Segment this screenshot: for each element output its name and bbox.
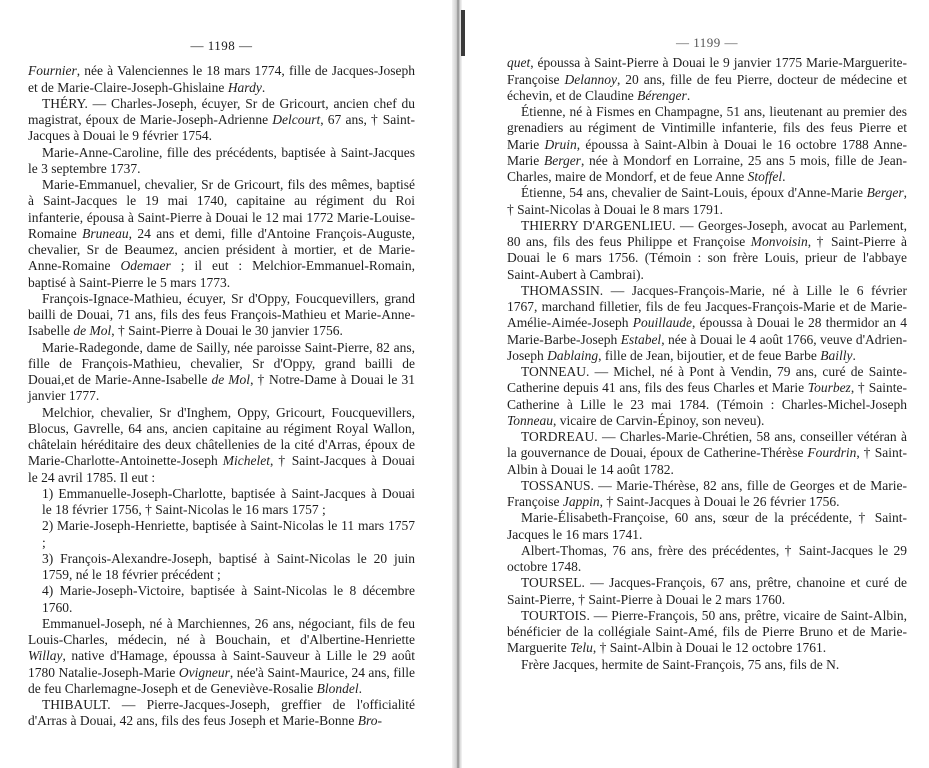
text-run: , † Saint-Jacques à Douai le 24 avril 1785. Il eut : [28,453,415,485]
text-run: , fille de Jean, bijoutier, et de feue Barbe [598,347,821,363]
italic-name: Bailly [820,347,853,363]
left-page-text [28,63,415,729]
text-run: Melchior, chevalier, Sr d'Inghem, Oppy, Gricourt, Foucquevillers, Blocus, Gavrelle, 64 ans, ancien capitaine au régiment Royal Wallon, châtelain héréditaire des deux châtellenies de la cité d'Arras, époux de Marie-Charlotte-Antoinette-Joseph [28,404,415,469]
paragraph [28,291,415,340]
text-run: Marie-Emmanuel, chevalier, Sr de Gricourt, fils des mêmes, baptisé à Saint-Jacques le 19 mai 1740, capitaine au régiment du Roi infanterie, épousa à Saint-Pierre à Douai le 12 mai 1772 Marie-Louise-Romaine [28,177,415,241]
paragraph [507,185,907,218]
text-run: , † Saint-Nicolas à Douai le 8 mars 1791. [507,185,907,217]
italic-name: Berger [866,185,904,201]
paragraph [507,104,907,185]
italic-name: de Mol [211,372,251,387]
paragraph [507,608,907,657]
text-run: . [686,87,691,103]
text-run: THOMASSIN. — Jacques-François-Marie, né à Lille le 6 février 1767, marchand filletier, fils de feu Jacques-François-Marie et de Marie-Amélie-Aimée-Joseph [507,282,907,331]
text-run: 3) François-Alexandre-Joseph, baptisé à Saint-Nicolas le 20 juin 1759, né le 18 février précédent ; [42,550,415,582]
text-run: , † Saint-Pierre à Douai le 6 mars 1756. (Témoin : son frère Louis, prieur de l'abbaye Saint-Aubert à Cambrai). [507,234,907,282]
text-run: , née'à Saint-Maurice, 24 ans, fille de feu Charlemagne-Joseph et de Geneviève-Rosalie [28,664,416,696]
italic-name: Stoffel [747,169,783,184]
text-run: Marie-Radegonde, dame de Sailly, née paroisse Saint-Pierre, 82 ans, fille de François-Mathieu, chevalier, Sr d'Oppy, grand bailli de Douai,et de Marie-Anne-Isabelle [28,339,415,387]
text-run: Albert-Thomas, 76 ans, frère des précédentes, † Saint-Jacques le 29 octobre 1748. [507,542,907,574]
text-run: Frère Jacques, hermite de Saint-François, 75 ans, fils de N. [521,656,840,672]
text-run: ; il eut : Melchior-Emmanuel-Romain, baptisé à Saint-Pierre le 5 mars 1773. [28,258,415,290]
list-item [28,518,415,551]
italic-name: Berger [543,152,581,168]
italic-name: de Mol [73,323,112,339]
paragraph [28,177,415,291]
italic-name: Fournier [28,63,77,79]
text-run: , 20 ans, fille de feu Pierre, docteur de médecine et échevin, et de Claudine [507,71,907,103]
text-run: , † Notre-Dame à Douai le 31 janvier 1777. [28,372,415,404]
paragraph [28,63,415,96]
text-run: , 24 ans et demi, fille d'Antoine François-Auguste, chevalier, Sr de Beaumez, ancien président à mortier, et de Marie-Anne-Romaine [28,225,415,274]
text-run: , née à Douai le 4 août 1766, veuve d'Adrien-Joseph [507,331,907,363]
text-run: , † Saint-Albin à Douai le 14 août 1782. [507,445,907,477]
paragraph [507,543,907,576]
italic-name: Ovigneur [178,664,230,680]
italic-name: Bruneau [82,225,129,241]
paragraph [507,575,907,608]
text-run: , époussa à Douai le 28 thermidor an 4 Marie-Barbe-Joseph [507,315,907,347]
left-page [0,0,452,768]
italic-name: Bro- [357,713,382,729]
list-item [28,583,415,616]
text-run: Étienne, 54 ans, chevalier de Saint-Louis, époux d'Anne-Marie [521,185,867,201]
italic-name: Jappin [562,494,600,509]
italic-name: Tonneau [507,412,554,428]
paragraph [507,55,907,104]
paragraph [507,429,907,478]
text-run: TOURTOIS. — Pierre-François, 50 ans, prêtre, vicaire de Saint-Albin, bénéficier de la collégiale Saint-Amé, fils de Pierre Bruno et de Marie-Marguerite [507,607,907,656]
text-run: THÉRY. — Charles-Joseph, écuyer, Sr de Gricourt, ancien chef du magistrat, époux de Marie-Joseph-Adrienne [28,95,415,127]
italic-name: Dablaing [547,347,599,363]
book-gutter [452,0,462,768]
text-run: Emmanuel-Joseph, né à Marchiennes, 26 ans, négociant, fils de feu Louis-Charles, médecin, né à Bouchain, et d'Albertine-Henriette [28,615,415,647]
text-run: TONNEAU. — Michel, né à Pont à Vendin, 79 ans, curé de Sainte-Catherine depuis 41 ans, fils des feus Charles et Marie [507,364,907,396]
italic-name: Estabel [620,331,662,347]
page-number-right: — 1199 — [675,35,739,50]
text-run: , née à Valenciennes le 18 mars 1774, fille de Jacques-Joseph et de Marie-Claire-Joseph-Ghislaine [28,63,415,95]
text-run: , † Saint-Pierre à Douai le 30 janvier 1756. [111,323,343,339]
italic-name: Tourbez [807,380,851,396]
paragraph [28,340,415,405]
text-run: Marie-Anne-Caroline, fille des précédents, baptisée à Saint-Jacques le 3 septembre 1737. [28,144,415,176]
paragraph [28,405,415,486]
text-run: , époussa à Saint-Pierre à Douai le 9 janvier 1775 Marie-Marguerite-Françoise [507,55,907,87]
italic-name: Druin [544,136,577,152]
text-run: THIBAULT. — Pierre-Jacques-Joseph, greffier de l'officialité d'Arras à Douai, 42 ans, fils des feus Joseph et Marie-Bonne [28,697,415,729]
italic-name: Blondel [316,680,359,696]
right-page [462,0,929,768]
paragraph [507,364,907,429]
text-run: , † Saint-Jacques à Douai le 26 février 1756. [599,494,840,509]
paragraph [507,657,907,673]
text-run: , † Sainte-Catherine à Lille le 23 mai 1784. (Témoin : Charles-Michel-Joseph [507,380,907,412]
text-run: . [782,169,786,184]
paragraph [28,697,415,730]
page-number-left: — 1198 — [190,38,253,53]
text-run: THIERRY D'ARGENLIEU. — Georges-Joseph, avocat au Parlement, 80 ans, fils des feus Philippe et Françoise [507,217,907,249]
paragraph [28,616,415,697]
text-run: Marie-Élisabeth-Françoise, 60 ans, sœur de la précédente, † Saint-Jacques le 16 mars 1741. [507,510,907,542]
text-run: TOSSANUS. — Marie-Thérèse, 82 ans, fille de Georges et de Marie-Françoise [507,477,907,509]
right-page-text [507,55,907,673]
italic-name: Fourdrin [807,445,857,461]
text-run: , 67 ans, † Saint-Jacques à Douai le 9 février 1754. [28,112,415,144]
italic-name: quet [507,55,531,71]
italic-name: Odemaer [120,258,171,274]
text-run: 4) Marie-Joseph-Victoire, baptisée à Saint-Nicolas le 8 décembre 1760. [42,583,415,615]
text-run: , vicaire de Carvin-Épinoy, son neveu). [553,412,765,428]
italic-name: Delannoy [564,71,617,87]
italic-name: Willay [28,648,63,664]
paragraph [28,145,415,178]
paragraph [28,96,415,145]
text-run: , époussa à Saint-Albin à Douai le 16 octobre 1788 Anne-Marie [507,136,907,168]
italic-name: Bérenger [637,87,687,103]
text-run: . [852,347,856,363]
italic-name: Hardy [227,79,262,95]
text-run: . [358,680,363,696]
text-run: . [261,79,266,95]
text-run: TORDREAU. — Charles-Marie-Chrétien, 58 ans, conseiller vétéran à la gouvernance de Douai, époux de Catherine-Thérèse [507,429,907,461]
paragraph [507,218,907,283]
text-run: François-Ignace-Mathieu, écuyer, Sr d'Oppy, Foucquevillers, grand bailli de Douai, 71 ans, fils des feus François-Mathieu et Marie-Anne-Isabelle [28,290,415,339]
text-run: TOURSEL. — Jacques-François, 67 ans, prêtre, chanoine et curé de Saint-Pierre, † Saint-Pierre à Douai le 2 mars 1760. [507,575,907,607]
italic-name: Monvoisin [750,234,808,249]
italic-name: Pouillaude [632,315,692,331]
text-run: Étienne, né à Fismes en Champagne, 51 ans, lieutenant au premier des grenadiers au régiment de Vintimille infanterie, fils des feus Pierre et Marie [507,104,907,152]
list-item [28,551,415,584]
text-run: 1) Emmanuelle-Joseph-Charlotte, baptisée à Saint-Jacques à Douai le 18 février 1756, † Saint-Nicolas le 16 mars 1757 ; [42,485,415,517]
paragraph [507,510,907,543]
text-run: 2) Marie-Joseph-Henriette, baptisée à Saint-Nicolas le 11 mars 1757 ; [42,518,415,550]
italic-name: Delcourt [272,112,321,127]
text-run: , † Saint-Albin à Douai le 12 octobre 1761. [592,640,827,656]
text-run: , native d'Hamage, époussa à Saint-Sauveur à Lille le 29 août 1780 Natalie-Joseph-Marie [28,648,415,680]
italic-name: Telu [570,640,593,656]
paragraph [507,478,907,511]
paragraph [507,283,907,364]
list-item [28,486,415,519]
italic-name: Michelet [222,453,270,469]
text-run: , née à Mondorf en Lorraine, 25 ans 5 mois, fille de Jean-Charles, maire de Mondorf, et de feue Anne [507,152,908,184]
